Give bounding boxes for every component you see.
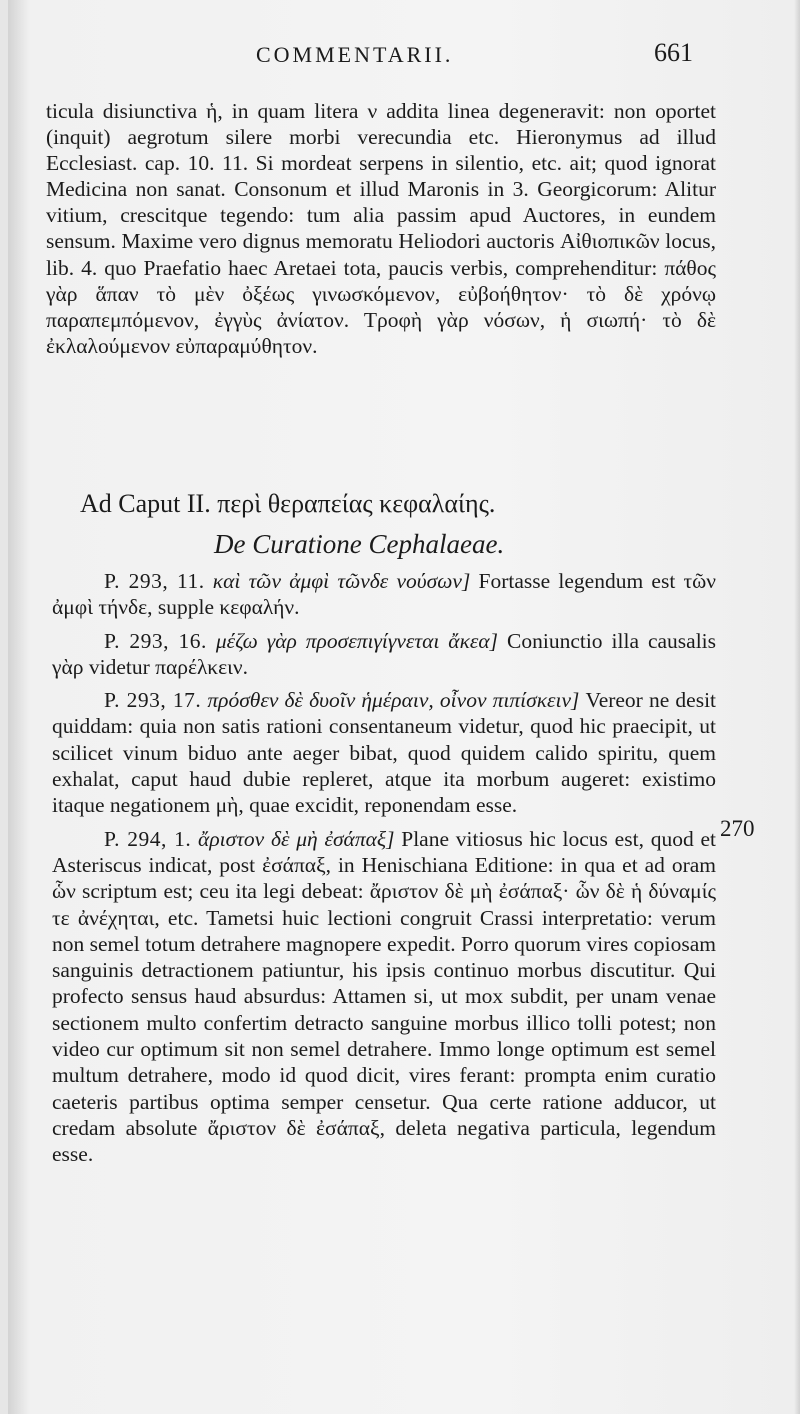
section-heading-title: Ad Caput II. περὶ θεραπείας κεφαλαίης.: [80, 489, 496, 518]
note-reference: P. 293, 11.: [104, 569, 205, 593]
note-lemma: ἄριστον δὲ μὴ ἐσάπαξ]: [198, 826, 395, 851]
note-reference: P. 294, 1.: [104, 826, 192, 851]
running-head: COMMENTARII.: [256, 42, 454, 67]
note-item: [52, 628, 716, 681]
note-lemma: πρόσθεν δὲ δυοῖν ἡμέραιν, οἶνον πιπίσκειν]: [207, 688, 580, 713]
note-item: [52, 568, 716, 621]
section-heading-subtitle: De Curatione Cephalaeae.: [214, 529, 505, 559]
note-body: Fortasse legendum est τῶν ἀμφὶ τήνδε, supple κεφαλήν.: [52, 569, 717, 620]
note-lemma: μέζω γὰρ προσεπιγίγνεται ἄκεα]: [215, 628, 499, 653]
note-body: Vereor ne desit quiddam: quia non satis rationi consentaneum videtur, quod hic praecipit, ut scilicet vinum biduo ante aeger bibat, quod quidem calido spiritu, quem exhalat, caput haud dubie repleret, atque ita morbum augeret: existimo itaque negationem μὴ, quae excidit, reponendam esse.: [52, 688, 717, 818]
page-edge-shadow: [794, 0, 800, 1414]
note-item: [52, 687, 716, 818]
notes-list: [52, 568, 716, 1175]
top-paragraph: ticula disiunctiva ἡ, in quam litera ν addita linea degeneravit: non oportet (inquit) aegrotum silere morbi verecundia etc. Hieronymus ad illud Ecclesiast. cap. 10. 11. Si mordeat serpens in silentio, etc. ait; quod ignorat Medicina non sanat. Consonum et illud Maronis in 3. Georgicorum: Alitur vitium, crescitque tegendo: tum alia passim apud Auctores, in eundem sensum. Maxime vero dignus memoratu Heliodori auctoris Αἰθιοπικῶν locus, lib. 4. quo Praefatio haec Aretaei tota, paucis verbis, comprehenditur: πάθος γὰρ ἅπαν τὸ μὲν ὀξέως γινωσκόμενον, εὐβοήθητον· τὸ δὲ χρόνῳ παραπεμπόμενον, ἐγγὺς ἀνίατον. Τροφὴ γὰρ νόσων, ἡ σιωπή· τὸ δὲ ἐκλαλούμενον εὐπαραμύθητον.: [46, 99, 716, 358]
note-reference: P. 293, 17.: [104, 688, 202, 713]
note-body: Coniunctio illa causalis γὰρ videtur παρέλκειν.: [52, 628, 717, 679]
note-lemma: καὶ τῶν ἀμφὶ τῶνδε νούσων]: [212, 569, 471, 593]
page-header: [8, 38, 800, 82]
note-body: Plane vitiosus hic locus est, quod et Asteriscus indicat, post ἐσάπαξ, in Henischiana Editione: in qua et ad oram ὧν scriptum est; ceu ita legi debeat: ἄριστον δὲ μὴ ἐσάπαξ· ὧν δὲ ἡ δύναμίς τε ἀνέχηται, etc. Tametsi huic lectioni congruit Crassi interpretatio: verum non semel totum detrahere magnopere expedit. Porro quorum vires copiosam sanguinis detractionem patiuntur, his ipsis continuo morbus discutitur. Qui profecto sensus haud absurdus: Attamen si, ut mox subdit, per unam venae sectionem multo confertim detracto sanguine morbus illico tolli potest; non video cur optimum sit non semel detrahere. Immo longe optimum est semel multum detrahere, modo id quod dicit, vires ferant: prompta enim curatio caeteris partibus optima semper censetur. Qua certe ratione adducor, ut credam absolute ἄριστον δὲ ἐσάπαξ, deleta negativa particula, legendum esse.: [52, 826, 717, 1167]
margin-page-number: 270: [720, 816, 755, 841]
section-heading: [80, 484, 700, 564]
top-text-block: [46, 98, 716, 359]
book-page: [8, 0, 800, 1414]
note-reference: P. 293, 16.: [104, 628, 207, 653]
page-number: 661: [654, 38, 693, 67]
note-item: [52, 826, 716, 1168]
